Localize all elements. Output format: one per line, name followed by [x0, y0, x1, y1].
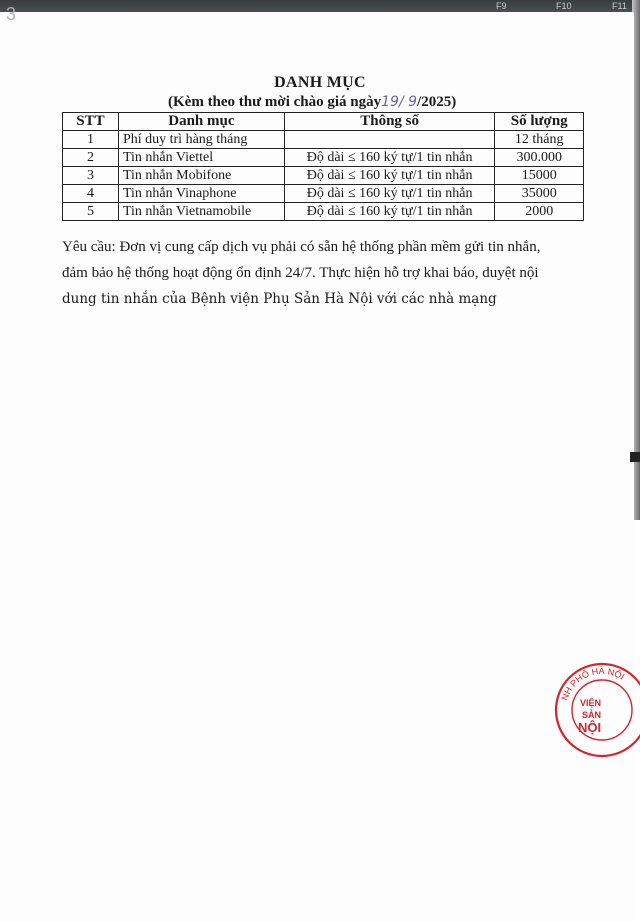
requirements-paragraph [62, 234, 596, 312]
row-spec: Độ dài ≤ 160 ký tự/1 tin nhắn [284, 185, 495, 203]
document-title: DANH MỤC [274, 74, 366, 91]
page-corner-number: 3 [6, 4, 17, 24]
table-row [63, 185, 584, 203]
row-qty: 15000 [495, 167, 584, 185]
item-table [62, 112, 584, 221]
stamp-ring-text: NH PHỐ HÀ NỘI [559, 665, 627, 702]
handwritten-date: 19/ 9 [381, 94, 418, 110]
row-name: Tin nhắn Vinaphone [118, 185, 284, 203]
row-name: Phí duy trì hàng tháng [118, 131, 284, 149]
header-spec: Thông số [284, 113, 495, 131]
header-qty: Số lượng [495, 113, 584, 131]
table-row [63, 203, 584, 221]
key-label: F9 [496, 1, 507, 11]
table-row [63, 167, 584, 185]
requirements-line: Yêu cầu: Đơn vị cung cấp dịch vụ phải có sẵn hệ thống phần mềm gửi tin nhắn, [62, 239, 541, 255]
key-label: F11 [612, 1, 627, 11]
row-stt: 1 [63, 131, 119, 149]
row-stt: 2 [63, 149, 119, 167]
row-qty: 12 tháng [495, 131, 584, 149]
row-spec: Độ dài ≤ 160 ký tự/1 tin nhắn [284, 167, 495, 185]
requirements-line: đảm bảo hệ thống hoạt động ổn định 24/7. Thực hiện hỗ trợ khai báo, duyệt nội [62, 265, 539, 281]
stamp-line: SẢN [582, 710, 602, 720]
row-qty: 35000 [495, 185, 584, 203]
row-name: Tin nhắn Mobifone [118, 167, 284, 185]
subtitle-prefix: (Kèm theo thư mời chào giá ngày [168, 94, 382, 110]
key-label: F10 [556, 1, 572, 11]
subtitle-suffix: /2025) [417, 94, 457, 110]
row-name: Tin nhắn Vietnamobile [118, 203, 284, 221]
header-stt: STT [63, 113, 119, 131]
table-row [63, 149, 584, 167]
row-name: Tin nhắn Viettel [118, 149, 284, 167]
row-spec: Độ dài ≤ 160 ký tự/1 tin nhắn [284, 203, 495, 221]
table-row [63, 131, 584, 149]
requirements-line: dung tin nhắn của Bệnh viện Phụ Sản Hà Nội với các nhà mạng [62, 291, 497, 307]
row-stt: 4 [63, 185, 119, 203]
page-edge-mark [630, 452, 640, 462]
row-qty: 300.000 [495, 149, 584, 167]
row-stt: 3 [63, 167, 119, 185]
stamp-line: VIỆN [580, 698, 602, 708]
row-spec [284, 131, 495, 149]
table-header-row [63, 113, 584, 131]
header-name: Danh mục [118, 113, 284, 131]
stamp-line: NỘI [578, 720, 602, 735]
document-subtitle [168, 94, 456, 111]
row-stt: 5 [63, 203, 119, 221]
row-spec: Độ dài ≤ 160 ký tự/1 tin nhắn [284, 149, 495, 167]
hospital-stamp [552, 660, 640, 760]
row-qty: 2000 [495, 203, 584, 221]
